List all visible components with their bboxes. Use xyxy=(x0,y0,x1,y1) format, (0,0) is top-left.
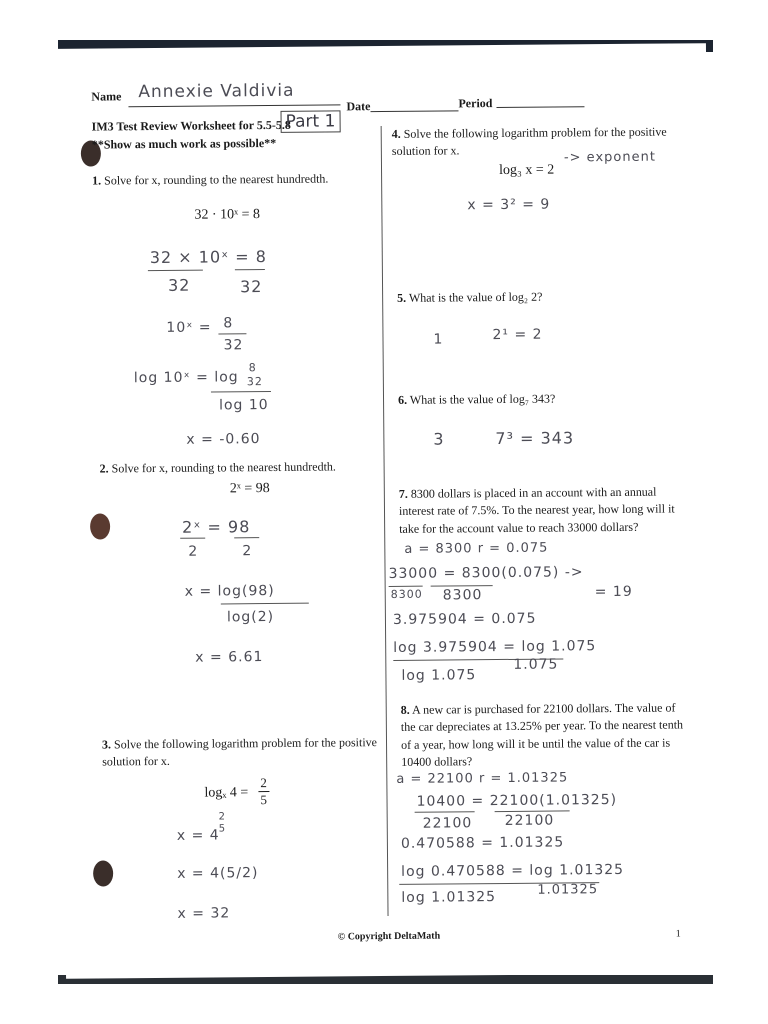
q3-equation-fraction: $\frac{2}{5}$ xyxy=(260,775,268,808)
q1-work-line: 32 × 10ˣ = 8 xyxy=(149,247,268,268)
q2-work-line: log(2) xyxy=(226,608,275,626)
q8-work-line: log 0.470588 = log 1.01325 xyxy=(401,861,625,880)
q4-equation: log₃ x = 2 xyxy=(498,162,555,179)
q7-work-line: 3.975904 = 0.075 xyxy=(392,610,537,628)
column-divider xyxy=(381,126,389,916)
q3-work-line: x = 4 xyxy=(176,827,220,844)
worksheet-title: IM3 Test Review Worksheet for 5.5-5.8 xyxy=(91,117,291,134)
q2-fraction-bar xyxy=(180,538,205,539)
q4-note: -> exponent xyxy=(563,149,656,166)
q3-equation-left: logₓ 4 = xyxy=(204,785,249,801)
q3-work-line: 2 xyxy=(218,811,227,823)
q7-work-line: log 3.975904 = log 1.075 xyxy=(393,638,597,656)
q1-work-line: log 10 xyxy=(219,397,269,414)
q8-work-line: log 1.01325 xyxy=(401,889,497,906)
q5-answer: 1 xyxy=(433,331,444,348)
q8-work-line: a = 22100 r = 1.01325 xyxy=(396,770,569,787)
q1-answer: x = -0.60 xyxy=(186,431,261,448)
q1-prompt: 1. Solve for x, rounding to the nearest hundredth. xyxy=(92,171,329,188)
q3-work-line: x = 4(5/2) xyxy=(177,865,259,882)
date-label: Date xyxy=(346,99,371,114)
q1-fraction-bar xyxy=(148,270,203,271)
date-underline xyxy=(371,110,459,112)
q6-answer: 3 xyxy=(433,429,445,449)
q5-work: 2¹ = 2 xyxy=(492,326,543,344)
q7-work-line: 1.075 xyxy=(513,656,559,673)
punch-hole xyxy=(93,860,113,886)
q4-prompt: 4. Solve the following logarithm problem for the positive solution for x. xyxy=(391,124,667,159)
q7-work-line: log 1.075 xyxy=(401,667,477,684)
q8-work-line: 10400 = 22100(1.01325) xyxy=(416,791,618,810)
q3-work-line: 5 xyxy=(218,823,227,835)
q1-work-line: 32 xyxy=(167,275,191,295)
period-label: Period xyxy=(458,96,493,111)
q2-work-line: 2 xyxy=(188,543,199,560)
q1-work-line: 32 xyxy=(246,375,263,389)
q1-equation: 32 · 10ˣ = 8 xyxy=(194,207,261,223)
q2-prompt: 2. Solve for x, rounding to the nearest hundredth. xyxy=(99,459,336,476)
q8-work-line: 22100 xyxy=(422,815,473,832)
q1-work-line: 32 xyxy=(223,337,244,354)
q8-fraction-bar xyxy=(415,811,475,813)
q7-answer: = 19 xyxy=(594,583,633,601)
q2-fraction-bar xyxy=(234,537,259,538)
q7-work-line: a = 8300 r = 0.075 xyxy=(404,540,549,557)
q3-prompt: 3. Solve the following logarithm problem for the positive solution for x. xyxy=(101,735,378,769)
q7-work-line: 8300 xyxy=(442,587,483,604)
q8-work-line: 0.470588 = 1.01325 xyxy=(400,834,565,852)
q6-prompt: 6. What is the value of log₇ 343? xyxy=(397,391,556,407)
q1-work-line: 8 xyxy=(223,315,234,332)
q4-work: x = 3² = 9 xyxy=(467,196,551,214)
q7-prompt: 7. 8300 dollars is placed in an account with an annual interest rate of 7.5%. To the nearest year, how long will it take for the account value to reach 33000 dollars? xyxy=(398,484,675,536)
q8-prompt: 8. A new car is purchased for 22100 dollars. The value of the car depreciates at 13.25% per year. To the nearest tenth of a year, how long will it be until the value of the car is 10400 dollars? xyxy=(400,700,684,770)
student-name: Annexie Valdivia xyxy=(138,80,295,103)
q8-work-line: 1.01325 xyxy=(537,882,599,898)
worksheet-page xyxy=(58,43,714,979)
q3-answer: x = 32 xyxy=(177,905,231,922)
q7-work-line: 8300 xyxy=(390,587,423,601)
period-underline xyxy=(496,106,584,108)
punch-hole xyxy=(90,513,110,539)
q6-work: 7³ = 343 xyxy=(495,428,575,449)
q5-prompt: 5. What is the value of log₂ 2? xyxy=(397,289,543,305)
q2-work-line: x = log(98) xyxy=(184,582,275,600)
name-label: Name xyxy=(91,89,122,104)
q8-work-line: 22100 xyxy=(504,812,555,829)
q1-fraction-bar xyxy=(211,391,271,393)
q1-fraction-bar xyxy=(218,333,246,334)
part-box: Part 1 xyxy=(281,110,341,133)
q1-work-line: 10ˣ = xyxy=(166,319,212,336)
q1-work-line: log 10ˣ = log xyxy=(133,369,239,387)
instruction: **Show as much work as possible** xyxy=(91,135,277,152)
q2-equation: 2ˣ = 98 xyxy=(229,481,270,497)
q2-fraction-bar xyxy=(221,603,309,605)
q2-work-line: 2 xyxy=(242,543,253,560)
q1-work-line: 8 xyxy=(248,361,257,375)
page-number: 1 xyxy=(675,928,681,940)
q1-fraction-bar xyxy=(235,269,265,270)
q1-work-line: 32 xyxy=(239,277,263,297)
copyright: © Copyright DeltaMath xyxy=(337,930,441,943)
name-underline xyxy=(128,104,340,107)
q2-work-line: 2ˣ = 98 xyxy=(182,517,251,537)
q7-work-line: 33000 = 8300(0.075) -> xyxy=(388,564,584,582)
q2-answer: x = 6.61 xyxy=(195,649,264,666)
